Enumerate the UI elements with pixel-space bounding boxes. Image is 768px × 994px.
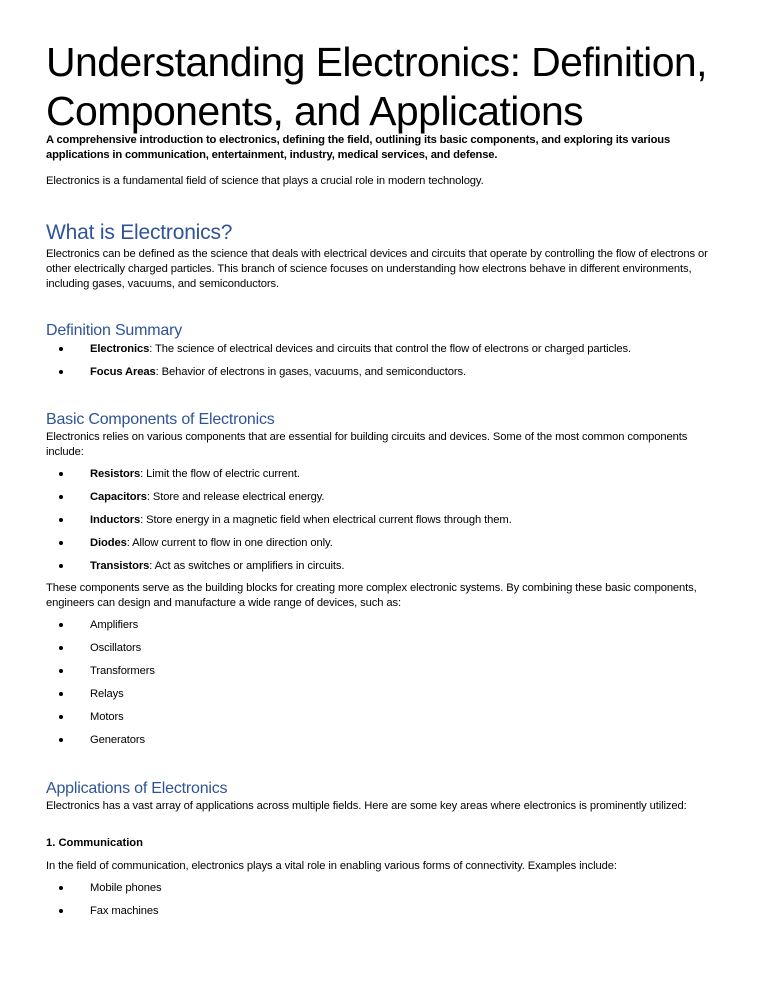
heading-basic-components: Basic Components of Electronics [46,411,275,428]
term-label: Inductors [90,514,141,526]
list-item [46,881,726,896]
components-followup: These components serve as the building blocks for creating more complex electronic systems. By combining these basic components, engineers can design and manufacture a wide range of devices, such as: [46,582,697,609]
device-label: Transformers [90,665,155,677]
basic-components-intro: Electronics relies on various components that are essential for building circuits and devices. Some of the most common components include: [46,431,688,458]
bullet-icon [59,886,63,890]
example-label: Fax machines [90,905,159,917]
term-description: : Limit the flow of electric current. [140,468,300,480]
device-label: Motors [90,711,124,723]
bullet-icon [59,909,63,913]
term-description: : Store and release electrical energy. [146,491,325,503]
components-list [46,467,726,574]
device-label: Relays [90,688,124,700]
list-item [46,467,726,482]
devices-list [46,618,726,748]
device-label: Generators [90,734,145,746]
bullet-icon [59,646,63,650]
list-item [46,536,726,551]
document-subtitle: A comprehensive introduction to electronics, defining the field, outlining its basic components, and exploring its various applications in communication, entertainment, industry, medical services, and defense. [46,134,671,161]
list-item [46,664,726,679]
term-label: Transistors [90,560,150,572]
definition-summary-list [46,342,726,380]
communication-list [46,881,726,919]
heading-definition-summary: Definition Summary [46,322,183,339]
term-description: : Act as switches or amplifiers in circuits. [149,560,345,572]
list-item [46,733,726,748]
bullet-icon [59,495,63,499]
term-label: Electronics [90,343,150,355]
term-description: : Store energy in a magnetic field when electrical current flows through them. [140,514,512,526]
device-label: Oscillators [90,642,142,654]
list-item [46,342,726,357]
list-item [46,490,726,505]
term-label: Focus Areas [90,366,156,378]
bullet-icon [59,738,63,742]
list-item [46,904,726,919]
bullet-icon [59,669,63,673]
list-item [46,710,726,725]
list-item [46,559,726,574]
bullet-icon [59,518,63,522]
list-item [46,687,726,702]
intro-paragraph: Electronics is a fundamental field of science that plays a crucial role in modern technology. [46,175,484,187]
heading-what-is-electronics: What is Electronics? [46,221,233,244]
heading-applications: Applications of Electronics [46,780,228,797]
bullet-icon [59,347,63,351]
bullet-icon [59,472,63,476]
communication-paragraph: In the field of communication, electronics plays a vital role in enabling various forms of connectivity. Examples include: [46,860,617,872]
bullet-icon [59,370,63,374]
heading-communication: 1. Communication [46,837,143,849]
what-is-paragraph: Electronics can be defined as the science that deals with electrical devices and circuits that operate by controlling the flow of electrons or other electrically charged particles. This branch of science focuses on understanding how electrons behave in different environments, including gases, vacuums, and semiconductors. [46,248,708,290]
applications-intro: Electronics has a vast array of applications across multiple fields. Here are some key areas where electronics is prominently utilized: [46,800,687,812]
list-item [46,513,726,528]
device-label: Amplifiers [90,619,139,631]
document-title: Understanding Electronics: Definition, Components, and Applications [46,39,707,134]
list-item [46,618,726,633]
term-label: Resistors [90,468,141,480]
example-label: Mobile phones [90,882,162,894]
term-description: : Allow current to flow in one direction only. [126,537,333,549]
term-description: : The science of electrical devices and circuits that control the flow of electrons or charged particles. [149,343,632,355]
list-item [46,641,726,656]
term-label: Diodes [90,537,127,549]
bullet-icon [59,692,63,696]
bullet-icon [59,564,63,568]
bullet-icon [59,715,63,719]
bullet-icon [59,541,63,545]
term-label: Capacitors [90,491,147,503]
list-item [46,365,726,380]
bullet-icon [59,623,63,627]
term-description: : Behavior of electrons in gases, vacuums, and semiconductors. [155,366,466,378]
